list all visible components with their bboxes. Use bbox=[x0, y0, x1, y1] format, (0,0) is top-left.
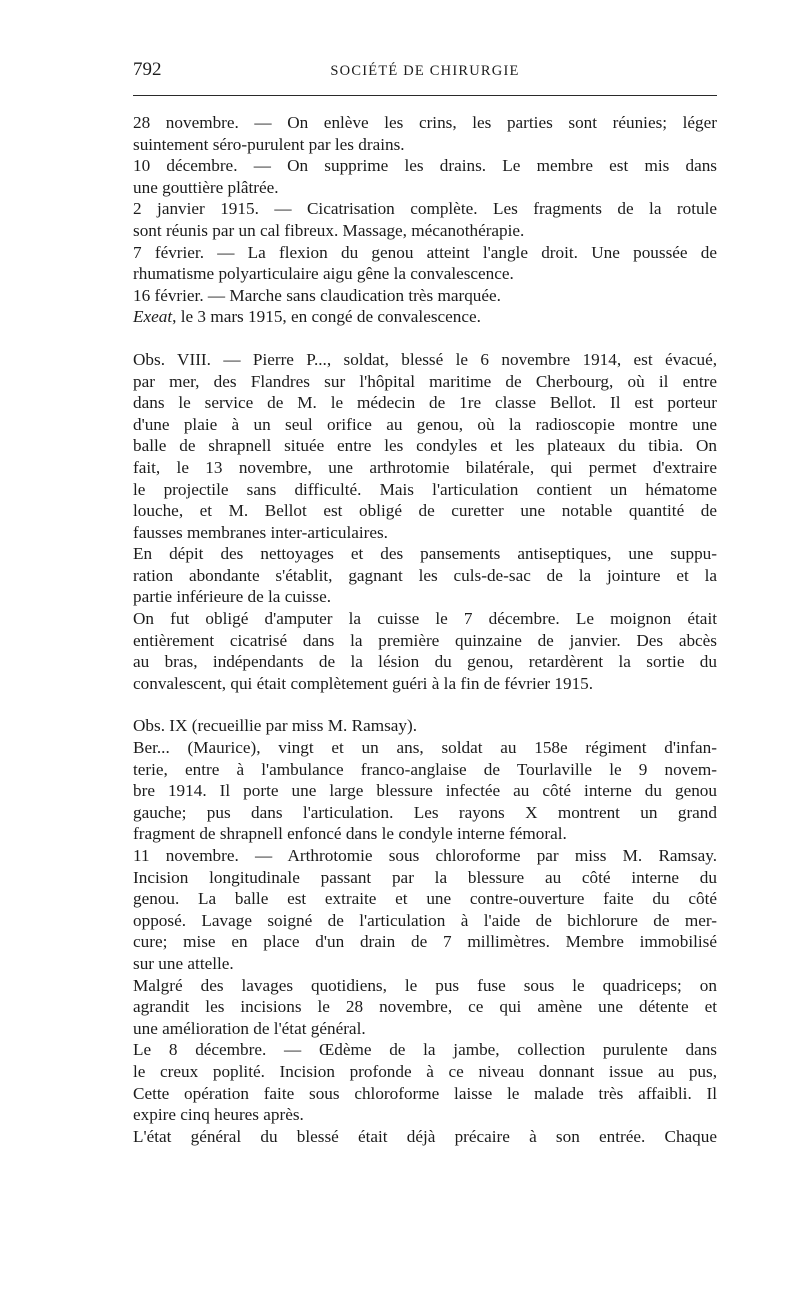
text-line: une amélioration de l'état général. bbox=[133, 1018, 366, 1038]
text-line: au bras, indépendants de la lésion du genou, retardèrent la sortie du bbox=[133, 652, 717, 672]
text-line: L'état général du blessé était déjà précaire à son entrée. Chaque bbox=[133, 1126, 717, 1146]
text-line: Malgré des lavages quotidiens, le pus fuse sous le quadriceps; on bbox=[133, 975, 717, 995]
body-text bbox=[133, 112, 717, 1147]
text-line: convalescent, qui était complètement guéri à la fin de février 1915. bbox=[133, 673, 594, 693]
paragraph-etat-general bbox=[133, 1126, 717, 1148]
text-line: suintement séro-purulent par les drains. bbox=[133, 134, 405, 154]
text-line: le projectile sans difficulté. Mais l'articulation contient un hématome bbox=[133, 479, 717, 499]
text-line: agrandit les incisions le 28 novembre, ce qui amène une détente et bbox=[133, 997, 717, 1017]
text-line: rhumatisme polyarticulaire aigu gêne la convalescence. bbox=[133, 264, 514, 284]
text-line: cure; mise en place d'un drain de 7 millimètres. Membre immobilisé bbox=[133, 932, 717, 952]
text-line: 28 novembre. — On enlève les crins, les parties sont réunies; léger bbox=[133, 113, 717, 132]
paragraph-en-depit bbox=[133, 543, 717, 608]
text-line bbox=[133, 306, 717, 328]
text-line: ration abondante s'établit, gagnant les culs-de-sac de la jointure et la bbox=[133, 565, 717, 585]
text-line: balle de shrapnell située entre les condyles et les plateaux du tibia. On bbox=[133, 436, 717, 456]
text-line: Le 8 décembre. — Œdème de la jambe, collection purulente dans bbox=[133, 1040, 717, 1060]
paragraph-16-fevrier bbox=[133, 285, 717, 307]
text-line: 16 février. — Marche sans claudication très marquée. bbox=[133, 285, 501, 305]
text-line: terie, entre à l'ambulance franco-anglaise de Tourlaville le 9 novem- bbox=[133, 759, 717, 779]
text-line: partie inférieure de la cuisse. bbox=[133, 587, 332, 607]
paragraph-10-decembre bbox=[133, 155, 717, 198]
header-rule bbox=[133, 95, 717, 96]
text-line: expire cinq heures après. bbox=[133, 1105, 304, 1125]
text-line: sur une attelle. bbox=[133, 953, 234, 973]
text-line: 11 novembre. — Arthrotomie sous chloroforme par miss M. Ramsay. bbox=[133, 846, 717, 865]
text-line: 10 décembre. — On supprime les drains. Le membre est mis dans bbox=[133, 156, 717, 176]
paragraph-obs-ix-heading bbox=[133, 715, 717, 737]
text-line: par mer, des Flandres sur l'hôpital maritime de Cherbourg, où il entre bbox=[133, 371, 717, 391]
text-line: Cette opération faite sous chloroforme laisse le malade très affaibli. Il bbox=[133, 1083, 717, 1103]
paragraph-28-novembre bbox=[133, 112, 717, 155]
text-line: sont réunis par un cal fibreux. Massage, mécanothérapie. bbox=[133, 220, 525, 240]
text-line: entièrement cicatrisé dans la première quinzaine de janvier. Des abcès bbox=[133, 630, 717, 650]
section-gap bbox=[133, 328, 717, 349]
running-title: SOCIÉTÉ DE CHIRURGIE bbox=[330, 63, 520, 79]
text-line: fausses membranes inter-articulaires. bbox=[133, 522, 388, 542]
text-line: En dépit des nettoyages et des pansements antiseptiques, une suppu- bbox=[133, 544, 717, 564]
text-line: opposé. Lavage soigné de l'articulation à l'aide de bichlorure de mer- bbox=[133, 910, 717, 930]
paragraph-8-decembre bbox=[133, 1039, 717, 1125]
text-line: une gouttière plâtrée. bbox=[133, 177, 279, 197]
text-line: Ber... (Maurice), vingt et un ans, soldat au 158e régiment d'infan- bbox=[133, 738, 717, 758]
exeat-word: Exeat bbox=[133, 307, 173, 327]
paragraph-11-novembre bbox=[133, 845, 717, 975]
text-line: 2 janvier 1915. — Cicatrisation complète. Les fragments de la rotule bbox=[133, 199, 717, 219]
text-line: Incision longitudinale passant par la blessure au côté interne du bbox=[133, 867, 717, 887]
text-line: 7 février. — La flexion du genou atteint l'angle droit. Une poussée de bbox=[133, 242, 717, 262]
text-line: genou. La balle est extraite et une contre-ouverture faite du côté bbox=[133, 889, 717, 909]
text-line: fait, le 13 novembre, une arthrotomie bilatérale, qui permet d'extraire bbox=[133, 457, 717, 477]
text-line: On fut obligé d'amputer la cuisse le 7 décembre. Le moignon était bbox=[133, 609, 717, 629]
text-line: louche, et M. Bellot est obligé de curetter une notable quantité de bbox=[133, 501, 717, 521]
text-line: d'une plaie à un seul orifice au genou, où la radioscopie montre une bbox=[133, 414, 717, 434]
text-line: fragment de shrapnell enfoncé dans le condyle interne fémoral. bbox=[133, 824, 567, 844]
paragraph-obs-viii bbox=[133, 349, 717, 543]
page-number: 792 bbox=[133, 59, 162, 80]
paragraph-malgre bbox=[133, 975, 717, 1040]
paragraph-2-janvier bbox=[133, 198, 717, 241]
paragraph-on-fut-oblige bbox=[133, 608, 717, 694]
paragraph-7-fevrier bbox=[133, 242, 717, 285]
text-line: bre 1914. Il porte une large blessure infectée au côté interne du genou bbox=[133, 781, 717, 801]
text-line: Obs. IX (recueillie par miss M. Ramsay). bbox=[133, 716, 418, 736]
text-line: Obs. VIII. — Pierre P..., soldat, blessé le 6 novembre 1914, est évacué, bbox=[133, 349, 717, 369]
page-header bbox=[133, 58, 717, 82]
exeat-rest: , le 3 mars 1915, en congé de convalescence. bbox=[172, 307, 481, 327]
section-gap bbox=[133, 694, 717, 715]
text-line: gauche; pus dans l'articulation. Les rayons X montrent un grand bbox=[133, 802, 717, 822]
text-line: dans le service de M. le médecin de 1re classe Bellot. Il est porteur bbox=[133, 393, 717, 413]
paragraph-ber-maurice bbox=[133, 737, 717, 845]
text-line: le creux poplité. Incision profonde à ce niveau donnant issue au pus, bbox=[133, 1061, 717, 1081]
paragraph-exeat bbox=[133, 306, 717, 328]
